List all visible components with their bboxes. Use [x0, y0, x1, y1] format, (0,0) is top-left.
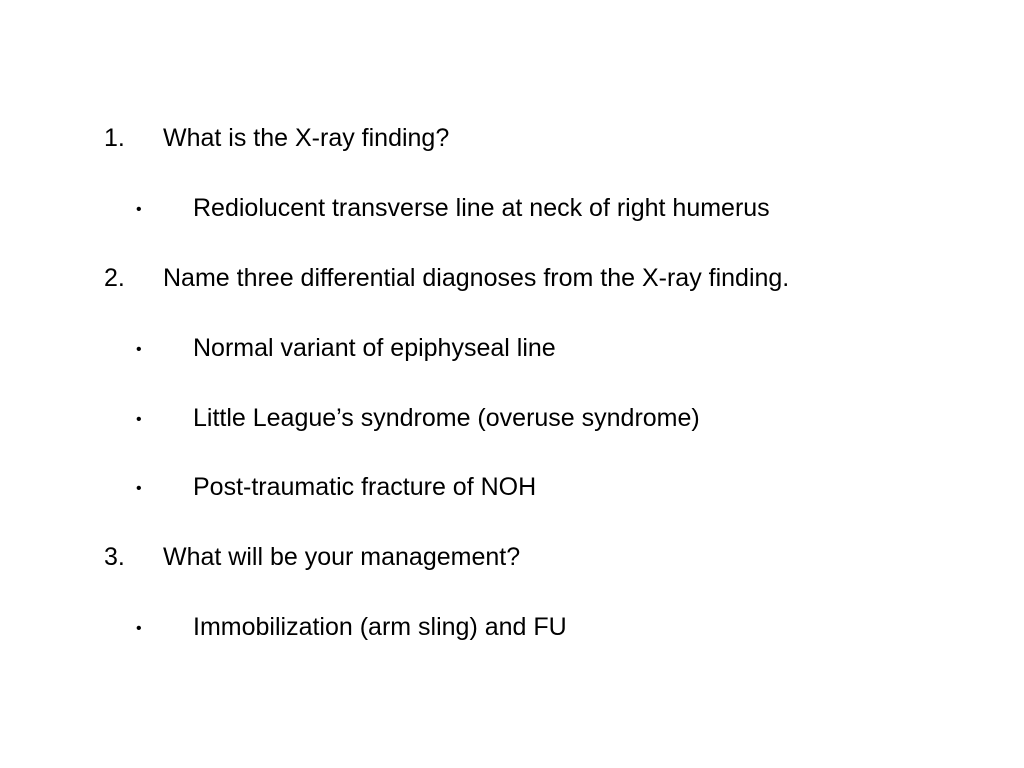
question-number: 2.	[104, 264, 125, 292]
answer-text: Little League’s syndrome (overuse syndrome)	[193, 404, 700, 432]
question-text: Name three differential diagnoses from the X-ray finding.	[163, 264, 790, 292]
question-text: What will be your management?	[163, 543, 521, 571]
question-number: 1.	[104, 124, 125, 152]
bullet-icon: •	[136, 411, 142, 428]
bullet-icon: •	[136, 201, 142, 218]
question-text: What is the X-ray finding?	[163, 124, 450, 152]
question-number: 3.	[104, 543, 125, 571]
answer-text: Post-traumatic fracture of NOH	[193, 473, 537, 501]
answer-text: Normal variant of epiphyseal line	[193, 334, 556, 362]
answer-text: Immobilization (arm sling) and FU	[193, 613, 567, 641]
bullet-icon: •	[136, 480, 142, 497]
answer-text: Rediolucent transverse line at neck of right humerus	[193, 194, 770, 222]
bullet-icon: •	[136, 620, 142, 637]
bullet-icon: •	[136, 341, 142, 358]
